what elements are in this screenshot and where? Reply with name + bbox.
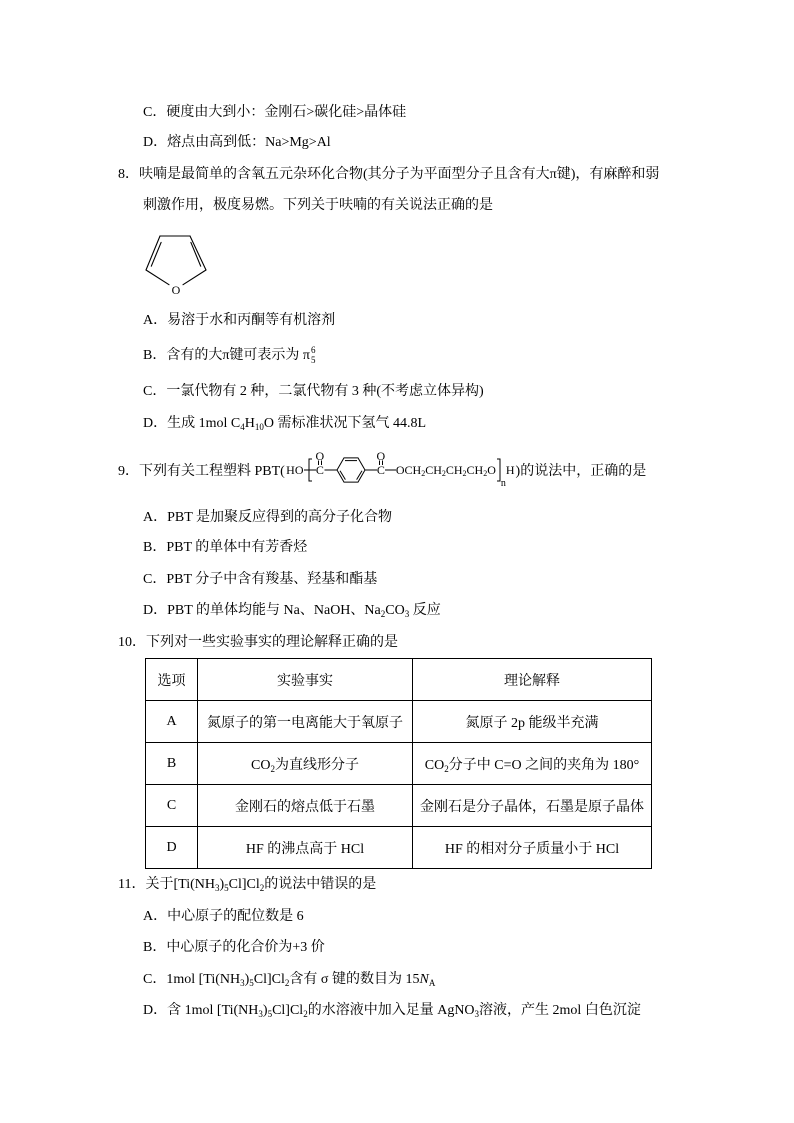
bond-line xyxy=(146,270,169,285)
option-label: A． xyxy=(143,510,168,525)
furan-oxygen-label: O xyxy=(171,283,181,297)
subscript: 2 xyxy=(284,978,290,988)
q8-stem-line-2 xyxy=(143,196,493,216)
question-stem: 刺激作用，极度易燃。下列关于呋喃的有关说法正确的是 xyxy=(143,198,493,213)
option-text: 1mol $[Ti(NH_3)_5Cl]Cl_2$含有 σ 键的数目为 $15N_A$ xyxy=(166,972,436,988)
option-label: C． xyxy=(143,384,167,399)
subscript: 5 xyxy=(267,1009,273,1019)
option-label: C． xyxy=(143,972,167,987)
q8-option-a xyxy=(143,311,335,331)
subscript: 10 xyxy=(254,422,264,432)
fact-cell: 金刚石的熔点低于石墨 xyxy=(198,785,413,827)
q10-table xyxy=(145,658,652,869)
subscript: 2 xyxy=(303,1009,308,1019)
fact-cell: $CO_2$为直线形分子 xyxy=(198,743,413,785)
option-label: B． xyxy=(143,940,167,955)
subscript: 2 xyxy=(421,469,426,478)
question-number: 11． xyxy=(118,877,146,892)
explanation-cell: HF 的相对分子质量小于 HCl xyxy=(413,827,652,869)
q9-option-a xyxy=(143,508,392,528)
subscript: 2 xyxy=(462,469,467,478)
option-label: D． xyxy=(143,135,168,150)
ring-double-bond-line xyxy=(356,471,361,480)
carbonyl-carbon-label: C xyxy=(376,463,385,477)
subscript: 2 xyxy=(483,469,488,478)
question-stem: )的说法中，正确的是 xyxy=(515,464,647,479)
question-stem: 关于$[Ti(NH_3)_5Cl]Cl_2$的说法中错误的是 xyxy=(145,877,377,893)
explanation-cell: 金刚石是分子晶体，石墨是原子晶体 xyxy=(413,785,652,827)
previous-question-option-d xyxy=(143,133,331,153)
option-text: 生成 1mol $C_4H_{10}O$ 需标准状况下氢气 44.8L xyxy=(167,416,427,432)
subscript: 2 xyxy=(270,763,275,774)
pbt-structure xyxy=(286,450,515,490)
option-label: C． xyxy=(143,572,167,587)
subscript: A xyxy=(428,978,436,988)
option-text: 含有的大π键可表示为 π 6 5 xyxy=(166,345,316,365)
q8-stem-line-1 xyxy=(118,165,659,185)
subscript: 3 xyxy=(474,1009,480,1019)
table-row xyxy=(146,701,652,743)
pbt-structure-head xyxy=(286,450,396,490)
subscript: 2 xyxy=(380,609,386,619)
subscript: 4 xyxy=(240,422,245,432)
table-header-row xyxy=(146,659,652,701)
bond-line xyxy=(146,236,160,270)
option-label: B． xyxy=(143,540,167,555)
q9-stem xyxy=(118,450,646,490)
subscript: 5 xyxy=(311,355,316,365)
subscript: 5 xyxy=(224,883,229,893)
option-text: 硬度由大到小：金刚石>碳化硅>晶体硅 xyxy=(166,105,407,120)
butanediol-chain-label: $OCH_2CH_2CH_2CH_2O$ xyxy=(395,463,496,478)
bond-line xyxy=(190,236,206,270)
furan-structure xyxy=(140,230,214,298)
q11-option-b xyxy=(143,938,325,958)
subscript: 2 xyxy=(259,883,265,893)
option-cell: D xyxy=(146,827,198,869)
q8-option-d xyxy=(143,414,426,434)
option-label: D． xyxy=(143,1003,168,1018)
option-label: B． xyxy=(143,348,167,363)
symbol-scripts xyxy=(311,345,316,365)
subscript: 5 xyxy=(249,978,254,988)
table-row xyxy=(146,743,652,785)
hydrogen-end-label: H xyxy=(505,463,515,477)
option-text: PBT 的单体中有芳香烃 xyxy=(166,540,308,555)
benzene-ring xyxy=(337,458,365,482)
stacked-symbol xyxy=(303,345,316,366)
carbonyl-oxygen-label: O xyxy=(376,449,386,463)
explanation-cell: $CO_2$分子中 C=O 之间的夹角为 180° xyxy=(413,743,652,785)
q9-option-b xyxy=(143,538,307,558)
option-cell: B xyxy=(146,743,198,785)
q8-option-c xyxy=(143,382,484,402)
symbol-base: π xyxy=(302,348,310,363)
question-number: 10． xyxy=(118,635,146,650)
option-text: PBT 分子中含有羧基、羟基和酯基 xyxy=(166,572,378,587)
option-text: 易溶于水和丙酮等有机溶剂 xyxy=(167,313,336,328)
double-bond-line xyxy=(191,242,201,266)
option-label: A． xyxy=(143,909,168,924)
q11-option-d xyxy=(143,1001,641,1021)
subscript: 3 xyxy=(258,1009,263,1019)
q8-option-b xyxy=(143,345,316,365)
hydroxyl-end-label: HO xyxy=(286,463,304,477)
question-stem: 呋喃是最简单的含氧五元杂环化合物(其分子为平面型分子且含有大π键)，有麻醉和弱 xyxy=(139,167,660,182)
header-option: 选项 xyxy=(146,659,198,701)
option-label: D． xyxy=(143,603,168,618)
table-row xyxy=(146,785,652,827)
previous-question-option-c xyxy=(143,103,406,123)
option-label: A． xyxy=(143,313,168,328)
q10-stem xyxy=(118,633,398,653)
subscript: 3 xyxy=(240,978,245,988)
header-explanation: 理论解释 xyxy=(413,659,652,701)
option-text: 中心原子的配位数是 6 xyxy=(167,909,304,924)
italic-symbol: N xyxy=(419,972,429,987)
option-text: PBT 的单体均能与 Na、NaOH、$Na_2CO_3$ 反应 xyxy=(167,603,441,619)
subscript: 3 xyxy=(214,883,220,893)
question-stem: 下列有关工程塑料 PBT( xyxy=(139,464,285,479)
fact-cell: 氮原子的第一电离能大于氧原子 xyxy=(198,701,413,743)
question-stem: 下列对一些实验事实的理论解释正确的是 xyxy=(146,635,398,650)
option-label: C． xyxy=(143,105,167,120)
option-text: 一氯代物有 2 种，二氯代物有 3 种(不考虑立体异构) xyxy=(166,384,484,399)
option-cell: A xyxy=(146,701,198,743)
superscript: 6 xyxy=(311,345,316,355)
subscript: 3 xyxy=(404,609,410,619)
question-number: 9． xyxy=(118,464,139,479)
q9-option-c xyxy=(143,570,377,590)
fact-cell: HF 的沸点高于 HCl xyxy=(198,827,413,869)
ring-double-bond-line xyxy=(340,471,345,480)
pbt-repeat-close xyxy=(496,450,506,490)
subscript: 2 xyxy=(441,469,446,478)
option-text: PBT 是加聚反应得到的高分子化合物 xyxy=(167,510,393,525)
q11-option-c xyxy=(143,970,435,990)
table-row xyxy=(146,827,652,869)
carbonyl-oxygen-label: O xyxy=(315,449,325,463)
option-text: 中心原子的化合价为+3 价 xyxy=(166,940,325,955)
q9-option-d xyxy=(143,601,441,621)
subscript: 2 xyxy=(444,763,449,774)
q11-option-a xyxy=(143,907,304,927)
option-label: D． xyxy=(143,416,168,431)
question-number: 8． xyxy=(118,167,139,182)
option-text: 含 1mol $[Ti(NH_3)_5Cl]Cl_2$的水溶液中加入足量 AgNO$_3$溶液，产生 2mol 白色沉淀 xyxy=(167,1003,641,1019)
q11-stem xyxy=(118,875,376,895)
option-text: 熔点由高到低：Na>Mg>Al xyxy=(167,135,331,150)
carbonyl-carbon-label: C xyxy=(315,463,324,477)
header-fact: 实验事实 xyxy=(198,659,413,701)
repeat-subscript: n xyxy=(500,478,506,489)
bond-line xyxy=(183,270,206,285)
explanation-cell: 氮原子 2p 能级半充满 xyxy=(413,701,652,743)
option-cell: C xyxy=(146,785,198,827)
